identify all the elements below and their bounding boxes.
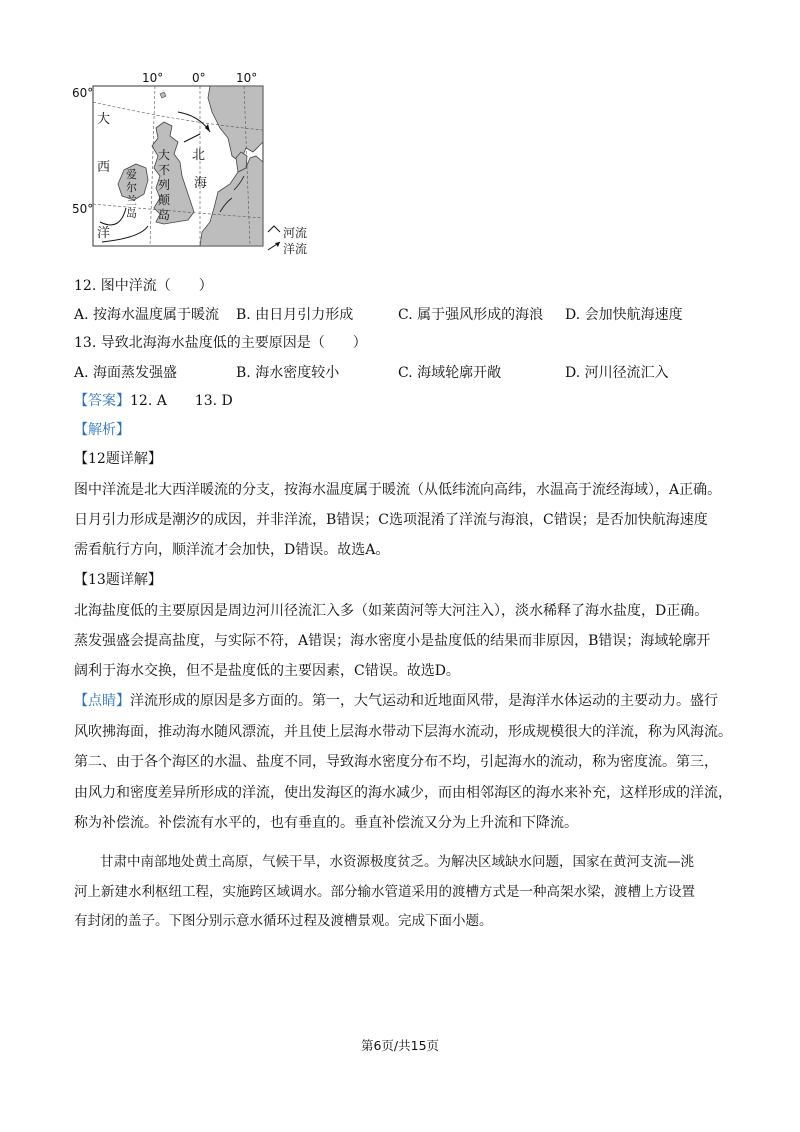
lat-label-60: 60° (72, 86, 94, 100)
detail13-line: 阔利于海水交换，但不是盐度低的主要因素，C错误。故选D。 (74, 663, 460, 679)
gb-char: 岛 (158, 208, 171, 222)
legend-river: 河流 (283, 226, 308, 240)
map-figure (60, 72, 320, 262)
gb-char: 颠 (158, 193, 171, 207)
q12-option-c: C. 属于强风形成的海浪 (398, 307, 544, 323)
intro-line: 有封闭的盖子。下图分别示意水循环过程及渡槽景观。完成下面小题。 (74, 913, 493, 929)
island-label-ie (126, 168, 140, 220)
ocean-label-yang: 洋 (97, 226, 111, 241)
answer-tag: 【答案】 (74, 393, 130, 409)
detail12-tag: 【12题详解】 (74, 451, 162, 467)
tip-line: 由风力和密度差异所形成的洋流，使出发海区的海水减少，而由相邻海区的海水来补充，这样形成的洋流， (74, 785, 732, 801)
lat-label-50: 50° (72, 202, 94, 216)
q12-option-a: A. 按海水温度属于暖流 (74, 307, 220, 323)
answer-line (74, 391, 233, 411)
intro-line: 河上新建水利枢纽工程，实施跨区域调水。部分输水管道采用的渡槽方式是一种高架水梁，渡槽上方设置 (74, 884, 695, 900)
detail12-line: 图中洋流是北大西洋暖流的分支，按海水温度属于暖流（从低纬流向高纬，水温高于流经海域），A正确。 (74, 482, 722, 498)
ie-char: 尔 (126, 181, 137, 194)
detail13-tag: 【13题详解】 (74, 572, 162, 588)
ocean-label-da: 大 (97, 112, 111, 127)
tip-tag: 【点睛】 (74, 693, 130, 709)
tip-first-line (74, 691, 718, 711)
detail12-line: 日月引力形成是潮汐的成因，并非洋流，B错误；C选项混淆了洋流与海浪，C错误；是否加快航海速度 (74, 512, 708, 528)
ie-char: 岛 (126, 207, 137, 220)
q13-option-a: A. 海面蒸发强盛 (74, 365, 178, 381)
lon-label-0: 0° (192, 71, 206, 85)
legend-current: 洋流 (283, 242, 308, 256)
ie-char: 爱 (126, 168, 137, 181)
detail12-line: 需看航行方向，顺洋流才会加快，D错误。故选A。 (74, 542, 390, 558)
tip-line: 风吹拂海面，推动海水随风漂流，并且使上层海水带动下层海水流动，形成规模很大的洋流，称为风海流。 (74, 724, 732, 740)
gb-char: 不 (158, 163, 171, 177)
q13-option-b: B. 海水密度较小 (236, 365, 340, 381)
q13-stem: 13. 导致北海海水盐度低的主要原因是（ ） (74, 335, 367, 351)
tip-line: 称为补偿流。补偿流有水平的，也有垂直的。垂直补偿流又分为上升流和下降流。 (74, 815, 578, 831)
intro-line: 甘肃中南部地处黄土高原，气候干旱，水资源极度贫乏。为解决区域缺水问题，国家在黄河支流—洮 (100, 854, 694, 870)
q13-option-d: D. 河川径流汇入 (565, 365, 669, 381)
sea-label-bei: 北 (192, 148, 206, 163)
sea-label-hai: 海 (194, 176, 208, 191)
lon-label-10e: 10° (236, 71, 258, 85)
page-number: 第6页/共15页 (360, 1038, 440, 1053)
answer-text: 12. A 13. D (130, 393, 233, 409)
q12-option-b: B. 由日月引力形成 (236, 307, 354, 323)
tip-line: 洋流形成的原因是多方面的。第一，大气运动和近地面风带，是海洋水体运动的主要动力。盛行 (130, 693, 718, 709)
analysis-tag: 【解析】 (74, 422, 130, 438)
island-label-gb (158, 148, 172, 223)
ocean-label-xi: 西 (97, 160, 111, 175)
detail13-line: 北海盐度低的主要原因是周边河川径流汇入多（如莱茵河等大河注入），淡水稀释了海水盐度，D正确。 (74, 603, 709, 619)
ie-char: 兰 (126, 194, 137, 207)
q12-option-d: D. 会加快航海速度 (565, 307, 683, 323)
q12-stem: 12. 图中洋流（ ） (74, 278, 213, 294)
gb-char: 列 (158, 178, 171, 192)
lon-label-10w: 10° (142, 71, 164, 85)
tip-line: 第二、由于各个海区的水温、盐度不同，导致海水密度分布不均，引起海水的流动，称为密度流。第三， (74, 754, 718, 770)
q13-option-c: C. 海域轮廓开敞 (398, 365, 502, 381)
detail13-line: 蒸发强盛会提高盐度，与实际不符，A错误；海水密度小是盐度低的结果而非原因，B错误；海域轮廓开 (74, 633, 711, 649)
gb-char: 大 (158, 148, 171, 162)
